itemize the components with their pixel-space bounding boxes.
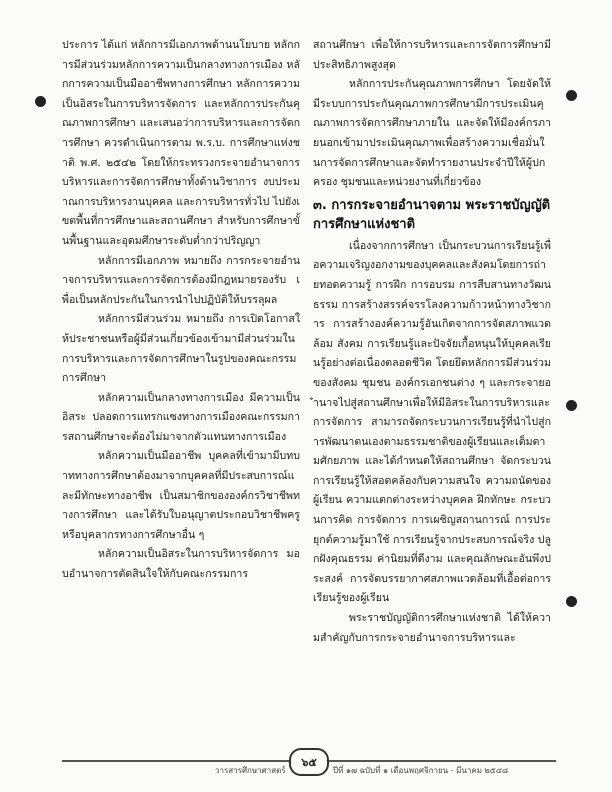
paragraph-act-emphasis: พระราชบัญญัติการศึกษาแห่งชาติ ได้ให้ความสำคัญกับการกระจายอำนาจการบริหารและ bbox=[313, 612, 551, 644]
paragraph-political-neutrality: หลักความเป็นกลางทางการเมือง มีความเป็นอิสระ ปลอดการแทรกแซงทางการเมืองคณะกรรมการสถานศึกษาจะต้องไม่มาจากตัวแทนทางการเมือง bbox=[62, 391, 300, 443]
punch-hole-mark bbox=[566, 400, 577, 411]
page-number-badge bbox=[289, 748, 329, 776]
paragraph: ประการ ได้แก่ หลักการมีเอกภาพด้านนโยบาย หลักการมีส่วนร่วมหลักการความเป็นกลางทางการเมือง หลักการความเป็นมืออาชีพทางการศึกษา หลักการความเป็นอิสระในการบริหารจัดการ และหลักการประกันคุณภาพการศึกษา และเสนอว่าการบริหารและการจัดการศึกษา ควรดำเนินการตาม พ.ร.บ. การศึกษาแห่งชาติ พ.ศ. ๒๕๔๒ โดยให้กระทรวงกระจายอำนาจการบริหารและการจัดการศึกษาทั้งด้านวิชาการ งบประมาณการบริหารงานบุคคล และการบริหารทั่วไป ไปยังเขตพื้นที่การศึกษาและสถานศึกษา สำหรับการศึกษาขั้นพื้นฐานและอุดมศึกษาระดับต่ำกว่าปริญญา bbox=[62, 39, 300, 247]
page-footer bbox=[62, 756, 556, 776]
page-number: ๖๕ bbox=[301, 756, 317, 769]
journal-name: วารสารศึกษาศาสตร์ bbox=[212, 766, 289, 776]
issue-info: ปีที่ ๑๗ ฉบับที่ ๑ เดือนพฤศจิกายน - มีนาคม ๒๕๔๘ bbox=[330, 766, 511, 776]
punch-hole-mark bbox=[35, 96, 46, 107]
punch-hole-mark bbox=[566, 90, 577, 101]
paragraph-professionalism: หลักความเป็นมืออาชีพ บุคคลที่เข้ามามีบทบาททางการศึกษาต้องมาจากบุคคลที่มีประสบการณ์และมีทักษะทางอาชีพ เป็นสมาชิกขององค์กรวิชาชีพทางการศึกษา และได้รับใบอนุญาตประกอบวิชาชีพครู หรือบุคลากรทางการศึกษาอื่น ๆ bbox=[62, 450, 300, 541]
paragraph-autonomy: หลักความเป็นอิสระในการบริหารจัดการ มอบอำนาจการตัดสินใจให้กับคณะกรรมการ bbox=[62, 548, 300, 581]
paragraph-participation-principle: หลักการมีส่วนร่วม หมายถึง การเปิดโอกาสให้ประชาชนหรือผู้มีส่วนเกี่ยวข้องเข้ามามีส่วนร่วมในการบริหารและการจัดการศึกษาในรูปของคณะกรรมการศึกษา bbox=[62, 313, 300, 385]
paragraph-quality-assurance: หลักการประกันคุณภาพการศึกษา โดยจัดให้มีระบบการประกันคุณภาพการศึกษามีการประเมินคุณภาพการจัดการศึกษาภายใน และจัดให้มีองค์กรภายนอกเข้ามาประเมินคุณภาพเพื่อสร้างความเชื่อมั่นในการจัดการศึกษาและจัดทำรายงานประจำปีให้ผู้ปกครอง ชุมชนและหน่วยงานที่เกี่ยวข้อง bbox=[313, 78, 551, 189]
paragraph: สถานศึกษา เพื่อให้การบริหารและการจัดการศึกษามีประสิทธิภาพสูงสุด bbox=[313, 39, 551, 71]
left-column bbox=[62, 36, 300, 585]
section-heading: ๓. การกระจายอำนาจตาม พระราชบัญญัติการศึกษาแห่งชาติ bbox=[313, 197, 551, 232]
right-column bbox=[313, 36, 551, 648]
paragraph-education-process: เนื่องจากการศึกษา เป็นกระบวนการเรียนรู้เพื่อความเจริญงอกงามของบุคคลและสังคมโดยการถ่ายทอดความรู้ การฝึก การอบรม การสืบสานทางวัฒนธรรม การสร้างสรรค์จรรโลงความก้าวหน้าทางวิชาการ การสร้างองค์ความรู้อันเกิดจากการจัดสภาพแวดล้อม สังคม การเรียนรู้และปัจจัยเกื้อหนุนให้บุคคลเรียนรู้อย่างต่อเนื่องตลอดชีวิต โดยยึดหลักการมีส่วนร่วมของสังคม ชุมชน องค์กรเอกชนต่าง ๆ และกระจายอำนาจไปสู่สถานศึกษาเพื่อให้มีอิสระในการบริหารและการจัดการ สามารถจัดกระบวนการเรียนรู้ที่นำไปสู่การพัฒนาตนเองตามธรรมชาติของผู้เรียนและเต็มตามศักยภาพ และได้กำหนดให้สถานศึกษา จัดกระบวนการเรียนรู้ให้สอดคล้องกับความสนใจ ความถนัดของผู้เรียน ความแตกต่างระหว่างบุคคล ฝึกทักษะ กระบวนการคิด การจัดการ การเผชิญสถานการณ์ การประยุกต์ความรู้มาใช้ การเรียนรู้จากประสบการณ์จริง ปลูกฝังคุณธรรม ค่านิยมที่ดีงาม และคุณลักษณะอันพึงประสงค์ การจัดบรรยากาศสภาพแวดล้อมที่เอื้อต่อการเรียนรู้ของผู้เรียน bbox=[313, 239, 551, 605]
paragraph-unity-principle: หลักการมีเอกภาพ หมายถึง การกระจายอำนาจการบริหารและการจัดการต้องมีกฎหมายรองรับ เพื่อเป็นหลักประกันในการนำไปปฏิบัติให้บรรลุผล bbox=[62, 254, 300, 306]
punch-hole-mark bbox=[566, 596, 577, 607]
